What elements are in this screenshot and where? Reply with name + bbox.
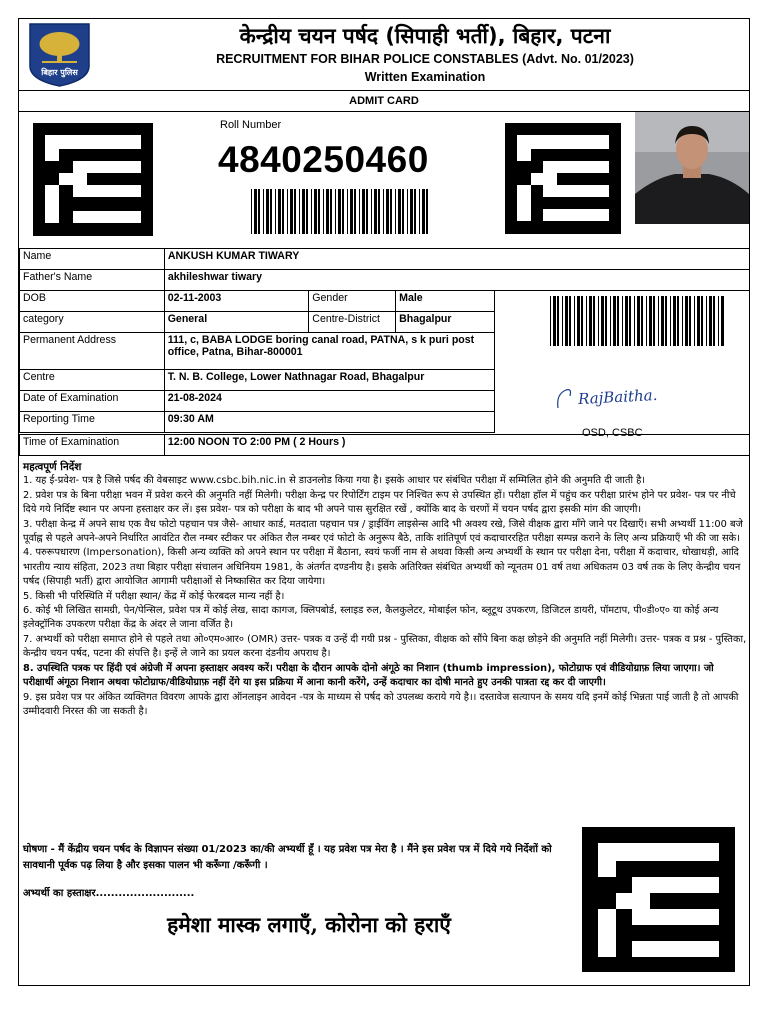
centre-label: Centre: [20, 370, 165, 391]
instruction-9: 9. इस प्रवेश पत्र पर अंकित व्यक्तिगत विवरण आपके द्वारा ऑनलाइन आवेदन -पत्र के माध्यम से पर्षद को उपलब्ध कराये गये है।। दस्तावेज सत्यापन के समय यदि इनमें कोई भिन्नता पाई जाती है तो आपकी उम्मीदवारी निरस्त की जा सकती है।: [23, 691, 739, 717]
roll-number-label: Roll Number: [220, 119, 282, 131]
exam-time-label: Time of Examination: [20, 435, 165, 456]
signature-flourish: [554, 386, 574, 410]
svg-text:बिहार पुलिस: बिहार पुलिस: [41, 68, 78, 77]
mask-slogan: हमेशा मास्क लगाएँ, कोरोना को हराएँ: [167, 912, 451, 937]
category-label: category: [20, 312, 165, 333]
roll-barcode: [251, 189, 429, 234]
admit-card: [18, 18, 750, 986]
authority-designation: OSD, CSBC: [582, 427, 643, 439]
name-value: ANKUSH KUMAR TIWARY: [164, 249, 749, 270]
instruction-4: 4. परुरूपधारण (Impersonation), किसी अन्य व्यक्ति को अपने स्थान पर परीक्षा में बैठाना, स्वयं फर्जी नाम से अथवा किसी अन्य अभ्यर्थी के स्थान पर परीक्षा देना, परीक्षा में कदाचार, धोखाधड़ी, आदि भारतीय न्याय संहिता, 2023 तथा बिहार परीक्षा संचालन अधिनियम 1981, के अंतर्गत दण्डनीय है। इसके अतिरिक्त संबंधित अभ्यर्थी को न्यूनतम 01 वर्ष तथा अधिकतम 03 वर्ष तक के लिए केन्द्रीय चयन पर्षद (सिपाही भर्ती) द्वारा आयोजित आगामी परीक्षाओं से निष्कासित कर दिया जायेगा।: [23, 547, 741, 588]
exam-date-value: 21-08-2024: [164, 391, 494, 412]
roll-number: 4840250460: [218, 139, 429, 180]
dob-value: 02-11-2003: [164, 291, 309, 312]
dob-label: DOB: [20, 291, 165, 312]
admit-card-label: ADMIT CARD: [19, 90, 749, 112]
instructions-heading: महत्वपूर्ण निर्देश: [23, 461, 82, 473]
qr-code-bottom: [582, 827, 735, 972]
father-name-label: Father's Name: [20, 270, 165, 291]
name-label: Name: [20, 249, 165, 270]
qr-code-right: [505, 123, 621, 234]
reporting-time-label: Reporting Time: [20, 412, 165, 433]
instruction-1: 1. यह ई-प्रवेश- पत्र है जिसे पर्षद की वेबसाइट www.csbc.bih.nic.in से डाउनलोड किया गया है। इसके आधार पर संबंधित परीक्षा में सम्मिलित होने की अनुमति दी जाती है।: [23, 475, 646, 487]
authority-signature: RajBaitha.: [577, 385, 658, 409]
gender-value: Male: [396, 291, 495, 312]
exam-time-value: 12:00 NOON TO 2:00 PM ( 2 Hours ): [164, 435, 749, 456]
address-value: 111, c, BABA LODGE boring canal road, PATNA, s k puri post office, Patna, Bihar-800001: [164, 333, 494, 370]
centre-value: T. N. B. College, Lower Nathnagar Road, Bhagalpur: [164, 370, 494, 391]
instruction-8: 8. उपस्थिति पत्रक पर हिंदी एवं अंग्रेजी में अपना हस्ताक्षर अवश्य करें। परीक्षा के दौरान आपके दोनो अंगूठे का निशान (thumb impression), फोटोग्राफ एवं वीडियोग्राफ़ लिया जाएगा। जो परीक्षार्थी अंगूठा निशान अथवा फोटोग्राफ/वीडियोग्राफ़ नहीं देंगे या इस प्रक्रिया में आना कानी करेंगे, उन्हें कदाचार का दोषी मानते हुए उनकी पात्रता रद्द कर दी जाएगी।: [23, 662, 714, 689]
centre-district-value: Bhagalpur: [396, 312, 495, 333]
signature-panel: [494, 290, 750, 446]
candidate-details-table: [19, 248, 750, 291]
category-value: General: [164, 312, 309, 333]
candidate-photo: [635, 112, 749, 224]
instruction-7: 7. अभ्यर्थी को परीक्षा समाप्त होने से पहले तथा ओ०एम०आर० (OMR) उत्तर- पत्रक व उन्हें दी गयी प्रश्न - पुस्तिका, वीक्षक को सौंपे बिना कक्ष छोड़ने की अनुमति नहीं मिलेगी। उत्तर- पत्रक व प्रश्न - पुस्तिका, केन्द्रीय चयन पर्षद, पटना की संपत्ति है। इन्हें ले जाने का प्रयल करना दंडनीय अपराध है।: [23, 633, 747, 660]
qr-code-left: [33, 123, 153, 236]
reporting-time-value: 09:30 AM: [164, 412, 494, 433]
header-title-hindi: केन्द्रीय चयन पर्षद (सिपाही भर्ती), बिहार, पटना: [239, 24, 611, 48]
instruction-5: 5. किसी भी परिस्थिति में परीक्षा स्थान/ केंद्र में कोई फेरबदल मान्य नहीं है।: [23, 590, 285, 602]
declaration-text: घोषणा - मैं केंद्रीय चयन पर्षद के विज्ञापन संख्या 01/2023 का/की अभ्यर्थी हूँ । यह प्रवेश पत्र मेरा है । मैंने इस प्रवेश पत्र में दिये गये निर्देशों को सावधानी पूर्वक पढ़ लिया है और इसका पालन भी करूँगा /करूँगी ।: [23, 844, 552, 871]
exam-date-label: Date of Examination: [20, 391, 165, 412]
candidate-barcode: [550, 296, 726, 346]
candidate-signature-label: अभ्यर्थी का हस्ताक्षर..........................: [23, 888, 195, 899]
centre-district-label: Centre-District: [309, 312, 396, 333]
instruction-2: 2. प्रवेश पत्र के बिना परीक्षा भवन में प्रवेश करने की अनुमति नहीं मिलेगी। परीक्षा केन्द्र पर रिपोर्टिंग टाइम पर निश्चित रूप से उपस्थित हों। परीक्षा हॉल में पहुंच कर परीक्षा प्रारंभ होने पर प्रवेश- पत्र पर नीचे दिये गये निर्दिष्ट स्थान पर अपना हस्ताक्षर कर लें। इस प्रवेश- पत्र को परीक्षा के बाद भी अपने पास सुरक्षित रखें , क्योंकि बाद के चरणों में चयन पर्षद द्वारा इसकी मांग की जाएगी।: [23, 489, 736, 516]
instructions-section: [23, 460, 747, 719]
gender-label: Gender: [309, 291, 396, 312]
bihar-police-logo: [28, 22, 91, 87]
exam-name: Written Examination: [364, 70, 486, 84]
header-title-english: RECRUITMENT FOR BIHAR POLICE CONSTABLES (Advt. No. 01/2023): [216, 52, 634, 66]
father-name-value: akhileshwar tiwary: [164, 270, 749, 291]
address-label: Permanent Address: [20, 333, 165, 370]
candidate-details-table-2: [19, 290, 495, 433]
instruction-6: 6. कोई भी लिखित सामग्री, पेन/पेन्सिल, प्रवेश पत्र में कोई लेख, सादा कागज, क्लिपबोर्ड, स्लाइड रुल, कैलकुलेटर, मोबाईल फोन, ब्लूटूथ उपकरण, डिजिटल डायरी, पॉमटाप, पी०डी०ए० या कोई अन्य इलेक्ट्रॉनिक उपकरण परीक्षा केंद्र के अंदर ले जाना वर्जित है।: [23, 605, 719, 631]
instruction-3: 3. परीक्षा केन्द्र में अपने साथ एक वैध फोटो पहचान पत्र जैसे- आधार कार्ड, मतदाता पहचान पत्र / ड्राईविंग लाइसेन्स आदि भी अवश्य रखे, जिसे वीक्षक द्वारा माँगे जाने पर दिखाएँ। सभी अभ्यर्थी 11:00 बजे पूर्वाह्न से पहले अपने-अपने निर्धारित आवंटित रौल नम्बर स्टीकर पर अंकित रौल नम्बर एवं फोटो के अनुरूप बैठे, ताकि शांतिपूर्ण एवं कदाचाररहित परीक्षा सम्पन्न कराने के लिए अन्य प्रक्रियाएँ भी की जा सके।: [23, 518, 743, 545]
